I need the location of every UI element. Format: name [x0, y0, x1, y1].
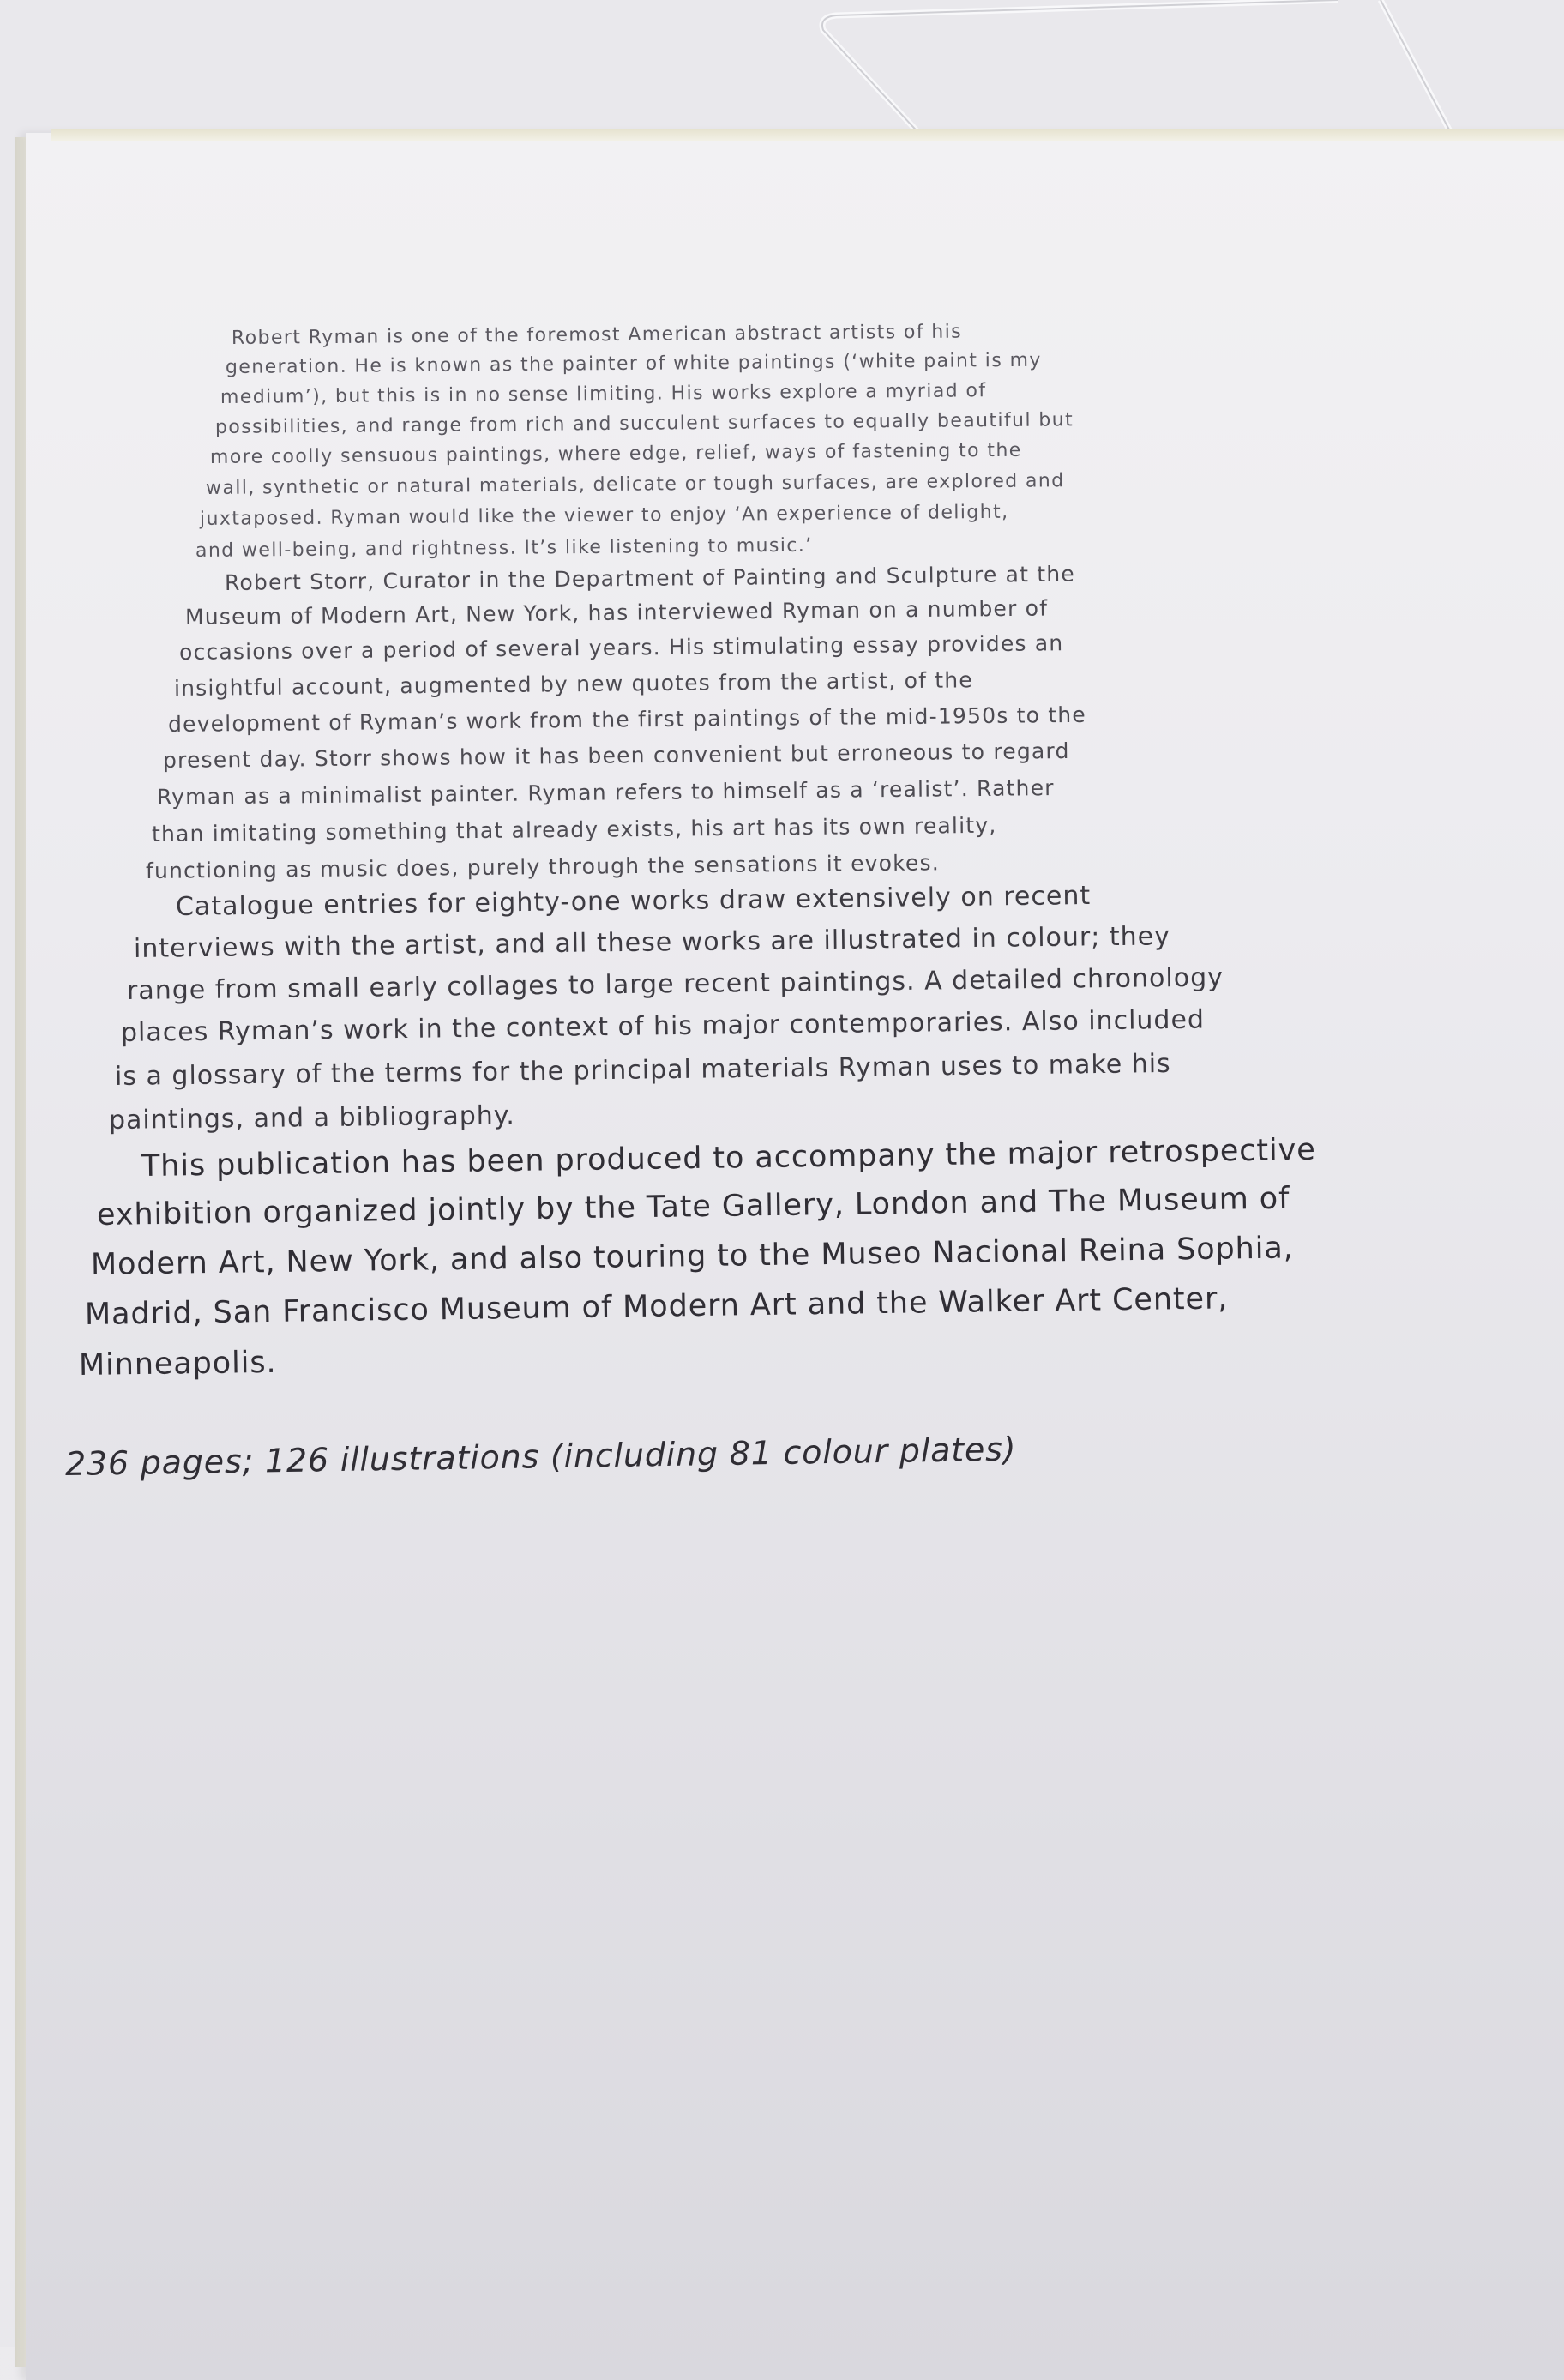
paragraph-2-line: development of Ryman’s work from the first paintings of the mid-1950s to the [167, 702, 1087, 737]
paragraph-1-line: Robert Ryman is one of the foremost American abstract artists of his [231, 321, 963, 349]
paragraph-1-line: generation. He is known as the painter of white paintings (‘white paint is my [225, 349, 1042, 378]
paragraph-2-line: functioning as music does, purely through the sensations it evokes. [145, 850, 941, 883]
paragraph-4-line: Madrid, San Francisco Museum of Modern Art and the Walker Art Center, [84, 1281, 1229, 1332]
paragraph-1-line: and well-being, and rightness. It’s like listening to music.’ [195, 534, 813, 562]
paragraph-1-line: wall, synthetic or natural materials, delicate or tough surfaces, are explored and [205, 470, 1065, 499]
paragraph-4-line: exhibition organized jointly by the Tate Gallery, London and The Museum of [96, 1181, 1290, 1232]
paragraph-1-line: juxtaposed. Ryman would like the viewer to enjoy ‘An experience of delight, [199, 501, 1009, 530]
paragraph-4-line: Minneapolis. [78, 1345, 277, 1383]
paragraph-1-line: possibilities, and range from rich and succulent surfaces to equally beautiful but [214, 409, 1074, 438]
paragraph-3-line: interviews with the artist, and all these works are illustrated in colour; they [133, 921, 1171, 964]
paragraph-3-line: paintings, and a bibliography. [108, 1100, 515, 1136]
paragraph-2-line: occasions over a period of several years. His stimulating essay provides an [178, 630, 1064, 665]
paragraph-3-line: Catalogue entries for eighty-one works draw extensively on recent [175, 880, 1092, 922]
page-count-footer: 236 pages; 126 illustrations (including 81 colour plates) [64, 1430, 1017, 1483]
paragraph-2-line: Museum of Modern Art, New York, has interviewed Ryman on a number of [184, 595, 1049, 630]
paragraph-4-line: Modern Art, New York, and also touring to the Museo Nacional Reina Sophia, [90, 1231, 1294, 1282]
paragraph-1-line: medium’), but this is in no sense limiting. His works explore a myriad of [220, 380, 987, 408]
paragraph-2-line: Robert Storr, Curator in the Department of Painting and Sculpture at the [224, 561, 1076, 595]
paragraph-2-line: present day. Storr shows how it has been convenient but erroneous to regard [162, 738, 1070, 773]
paragraph-2-line: Ryman as a minimalist painter. Ryman refers to himself as a ‘realist’. Rather [156, 775, 1055, 810]
paragraph-3-line: places Ryman’s work in the context of his major contemporaries. Also included [120, 1004, 1206, 1048]
paragraph-2-line: insightful account, augmented by new quotes from the artist, of the [173, 667, 974, 701]
paragraph-2-line: than imitating something that already exists, his art has its own reality, [151, 812, 997, 847]
paragraph-3-line: is a glossary of the terms for the principal materials Ryman uses to make his [114, 1048, 1171, 1092]
paragraph-3-line: range from small early collages to large recent paintings. A detailed chronology [126, 962, 1224, 1006]
paragraph-4-line: This publication has been produced to accompany the major retrospective [141, 1132, 1316, 1184]
paragraph-1-line: more coolly sensuous paintings, where edge, relief, ways of fastening to the [209, 439, 1022, 468]
